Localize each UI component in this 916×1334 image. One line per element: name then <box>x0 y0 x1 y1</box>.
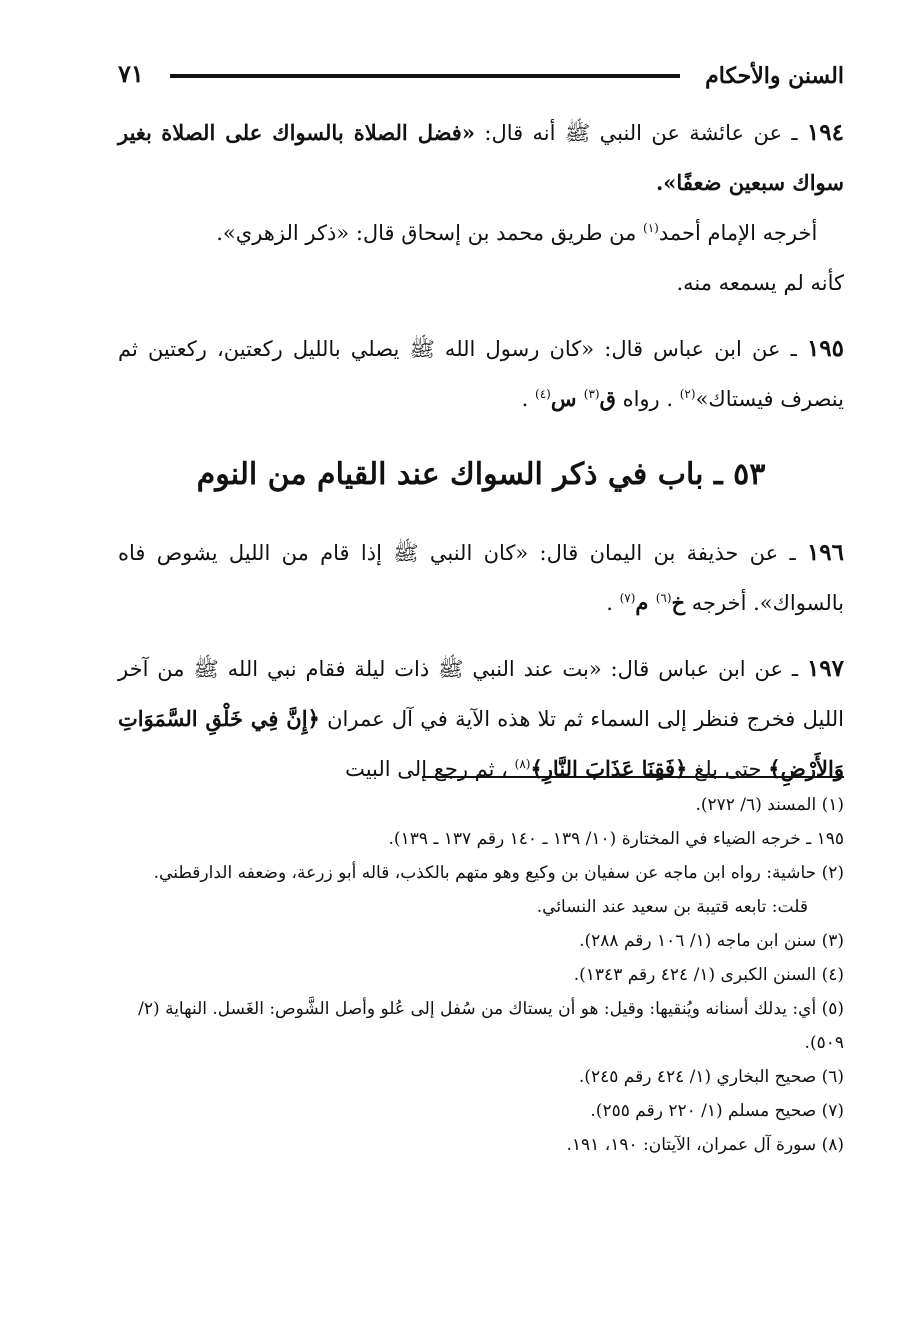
hadith-text: ، ثم رجع إلى البيت <box>345 757 515 781</box>
takhrij-text: من طريق محمد بن إسحاق قال: «ذكر الزهري». <box>216 221 644 245</box>
takhrij-text: أخرجه الإمام أحمد <box>658 221 818 245</box>
footnote-ref: (٦) <box>655 591 672 605</box>
hadith-197 <box>118 644 844 794</box>
hadith-196 <box>118 528 844 628</box>
footnote-item: (٢) حاشية: رواه ابن ماجه عن سفيان بن وكيع وهو متهم بالكذب، قاله أبو زرعة، وضعفه الدارقطني. <box>153 863 844 883</box>
hadith-number: ١٩٥ <box>806 335 844 362</box>
footnote-item: قلت: تابعه قتيبة بن سعيد عند النسائي. <box>536 897 808 917</box>
riwayah-text: . رواه <box>615 387 680 411</box>
source-symbol: خ <box>671 590 686 615</box>
hadith-intro: ـ عن عائشة عن النبي ﷺ أنه قال: <box>474 121 798 145</box>
page-header <box>118 55 844 95</box>
chapter-heading: ٥٣ ـ باب في ذكر السواك عند القيام من النوم <box>196 457 766 492</box>
hadith-195 <box>118 324 844 424</box>
source-symbol: س <box>550 386 584 411</box>
footnote-ref: (١) <box>643 221 659 235</box>
footnote-divider <box>422 776 844 778</box>
page-number: ٧١ <box>118 59 144 88</box>
source-symbol: ق <box>599 386 616 411</box>
quran-ayah: ﴿إِنَّ فِي خَلْقِ السَّمَوَاتِ وَالأَرْضِ﴾ <box>118 706 844 781</box>
footnote-ref: (٣) <box>583 387 600 401</box>
hadith-text: ـ عن ابن عباس قال: «بت عند النبي ﷺ ذات ليلة فقام نبي الله ﷺ من آخر الليل فخرج فنظر إلى السماء ثم تلا هذه الآية في آل عمران <box>118 657 845 731</box>
source-symbol: م <box>635 590 656 615</box>
main-text <box>118 108 844 794</box>
end-mark: . <box>521 387 535 411</box>
footnotes <box>100 788 844 1162</box>
hadith-text: ـ عن ابن عباس قال: «كان رسول الله ﷺ يصلي بالليل ركعتين، ركعتين ثم ينصرف فيستاك» <box>118 337 844 411</box>
footnote-ref: (٧) <box>619 591 636 605</box>
hadith-quote: «فضل الصلاة بالسواك على الصلاة <box>161 120 475 145</box>
footnote-item: (٤) السنن الكبرى (١/ ٤٢٤ رقم ١٣٤٣). <box>573 965 844 985</box>
footnote-item: (٧) صحيح مسلم (١/ ٢٢٠ رقم ٢٥٥). <box>590 1101 844 1121</box>
hadith-number: ١٩٤ <box>806 119 844 146</box>
header-rule <box>170 74 680 78</box>
hadith-text: حتى بلغ <box>687 757 769 781</box>
footnote-item: (٣) سنن ابن ماجه (١/ ١٠٦ رقم ٢٨٨). <box>579 931 844 951</box>
hadith-number: ١٩٧ <box>806 655 844 682</box>
footnote-item: (٦) صحيح البخاري (١/ ٤٢٤ رقم ٢٤٥). <box>578 1067 844 1087</box>
comment-194: كأنه لم يسمعه منه. <box>676 271 844 295</box>
running-title: السنن والأحكام <box>705 63 844 89</box>
hadith-number: ١٩٦ <box>806 539 844 566</box>
footnote-ref: (٢) <box>679 387 696 401</box>
footnote-ref: (٨) <box>514 757 531 771</box>
quran-ayah: ﴿فَقِنَا عَذَابَ النَّارِ﴾ <box>530 756 688 781</box>
hadith-text: ـ عن حذيفة بن اليمان قال: «كان النبي ﷺ إذا قام من الليل يشوص فاه بالسواك». أخرجه <box>118 541 844 615</box>
takhrij-194 <box>118 208 844 258</box>
hadith-194 <box>118 108 844 208</box>
footnote-item: ١٩٥ ـ خرجه الضياء في المختارة (١٠/ ١٣٩ ـ ١٤٠ رقم ١٣٧ ـ ١٣٩). <box>388 829 844 849</box>
footnote-item: (٥) أي: يدلك أسنانه ويُنقيها: وقيل: هو أن يستاك من سُفل إلى عُلو وأصل الشَّوص: الغَسل. النهاية (٢/ ٥٠٩). <box>138 999 844 1053</box>
hadith-quote: بغير سواك سبعين ضعفًا». <box>118 120 844 195</box>
footnote-item: (١) المسند (٦/ ٢٧٢). <box>695 795 844 815</box>
footnote-ref: (٤) <box>535 387 551 401</box>
footnote-item: (٨) سورة آل عمران، الآيتان: ١٩٠، ١٩١. <box>566 1135 844 1155</box>
end-mark: . <box>606 591 620 615</box>
